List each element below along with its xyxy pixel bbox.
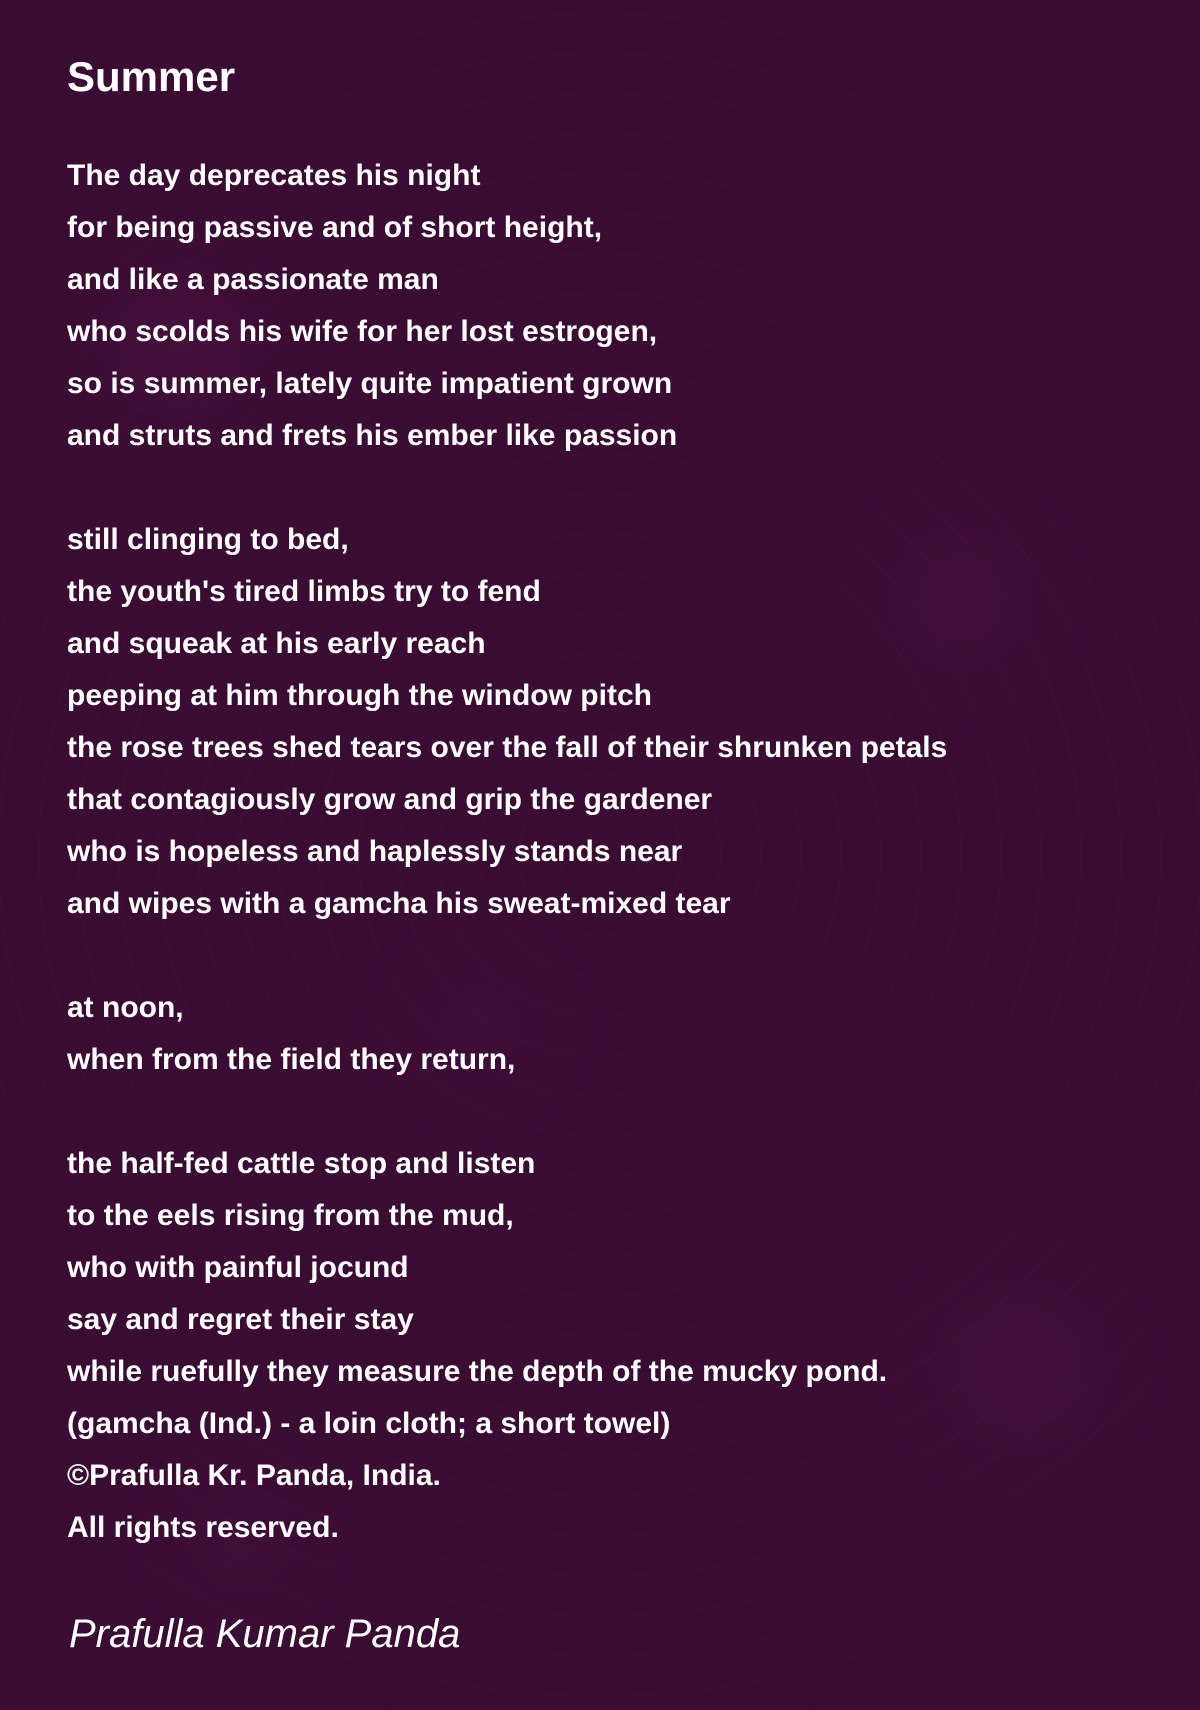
poem-line: who with painful jocund bbox=[67, 1251, 409, 1284]
rights-line: All rights reserved. bbox=[67, 1511, 339, 1544]
poem-line: who is hopeless and haplessly stands near bbox=[67, 835, 683, 868]
poem-line: and wipes with a gamcha his sweat-mixed tear bbox=[67, 887, 731, 920]
poem-line: say and regret their stay bbox=[67, 1303, 414, 1336]
poem-body bbox=[67, 150, 1147, 1554]
poem-line: for being passive and of short height, bbox=[67, 211, 603, 244]
poem-author: Prafulla Kumar Panda bbox=[69, 1612, 461, 1656]
poem-line: peeping at him through the window pitch bbox=[67, 679, 652, 712]
poem-line: while ruefully they measure the depth of the mucky pond. bbox=[67, 1355, 888, 1388]
poem-line: the half-fed cattle stop and listen bbox=[67, 1147, 536, 1180]
poem-line: the rose trees shed tears over the fall of their shrunken petals bbox=[67, 731, 948, 764]
poem-line: The day deprecates his night bbox=[67, 159, 481, 192]
stanza-2 bbox=[67, 514, 1147, 930]
poem-line: and squeak at his early reach bbox=[67, 627, 486, 660]
copyright-line: ©Prafulla Kr. Panda, India. bbox=[67, 1459, 441, 1492]
poem-line: so is summer, lately quite impatient grown bbox=[67, 367, 673, 400]
stanza-1 bbox=[67, 150, 1147, 462]
poem-line: still clinging to bed, bbox=[67, 523, 349, 556]
footnote-line: (gamcha (Ind.) - a loin cloth; a short towel) bbox=[67, 1407, 671, 1440]
poem-line: and struts and frets his ember like passion bbox=[67, 419, 678, 452]
poem-line: that contagiously grow and grip the gardener bbox=[67, 783, 713, 816]
poem-title: Summer bbox=[67, 53, 236, 100]
poem-line: when from the field they return, bbox=[67, 1043, 516, 1076]
poem-line: at noon, bbox=[67, 991, 184, 1024]
poem-line: the youth's tired limbs try to fend bbox=[67, 575, 541, 608]
poem-line: to the eels rising from the mud, bbox=[67, 1199, 514, 1232]
stanza-3 bbox=[67, 982, 1147, 1086]
stanza-4 bbox=[67, 1138, 1147, 1554]
poem-line: and like a passionate man bbox=[67, 263, 439, 296]
poem-line: who scolds his wife for her lost estrogen, bbox=[67, 315, 658, 348]
